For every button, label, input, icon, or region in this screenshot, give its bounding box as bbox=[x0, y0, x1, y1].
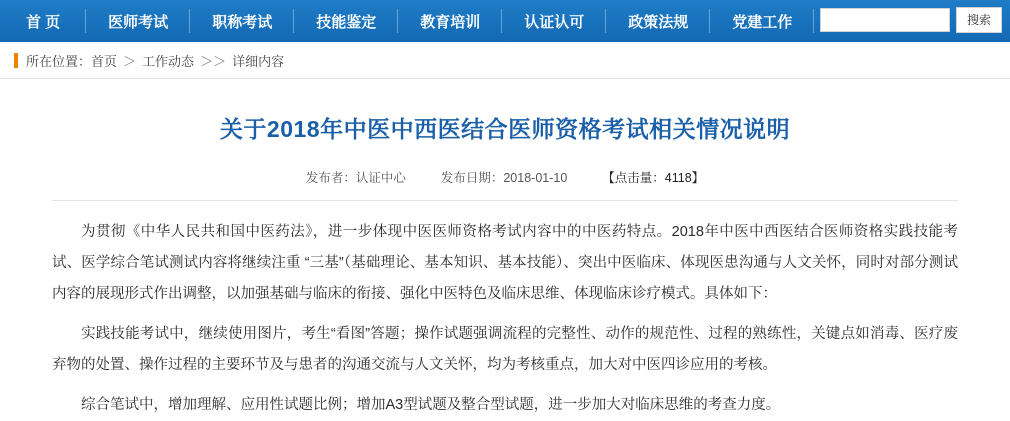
article-meta bbox=[52, 168, 958, 201]
publish-date-value: 2018-01-10 bbox=[503, 171, 568, 185]
article-body bbox=[52, 217, 958, 421]
breadcrumb-link-home[interactable]: 首页 bbox=[91, 53, 118, 69]
breadcrumb-separator-1: ＞ bbox=[123, 53, 137, 69]
publisher-value: 认证中心 bbox=[355, 171, 406, 185]
publish-date-label: 发布日期： bbox=[440, 171, 504, 185]
article-paragraph: 为贯彻《中华人民共和国中医药法》，进一步体现中医医师资格考试内容中的中医药特点。2018年中医中西医结合医师资格实践技能考试、医学综合笔试测试内容将继续注重 “三基”（基础理论、基本知识、基本技能）、突出中医临床、体现医患沟通与人文关怀，同时对部分测试内容的展现形式作出调整，以加强基础与临床的衔接、强化中医特色及临床思维、体现临床诊疗模式。具体如下： bbox=[52, 224, 958, 302]
nav-item-physician-exam[interactable]: 医师考试 bbox=[86, 0, 190, 42]
breadcrumb bbox=[0, 42, 1010, 79]
top-navbar bbox=[0, 0, 1010, 42]
breadcrumb-link-section[interactable]: 工作动态 bbox=[142, 53, 195, 69]
hit-count: 【点击量：4118】 bbox=[602, 171, 705, 185]
nav-item-policy-regulations[interactable]: 政策法规 bbox=[606, 0, 710, 42]
publisher-label: 发布者： bbox=[305, 171, 356, 185]
breadcrumb-text bbox=[26, 51, 284, 70]
article-paragraph: 综合笔试中，增加理解、应用性试题比例；增加A3型试题及整合型试题，进一步加大对临床思维的考查力度。 bbox=[81, 397, 781, 413]
nav-item-title-exam[interactable]: 职称考试 bbox=[190, 0, 294, 42]
nav-item-certification[interactable]: 认证认可 bbox=[502, 0, 606, 42]
nav-item-education-training[interactable]: 教育培训 bbox=[398, 0, 502, 42]
breadcrumb-separator-2: ＞＞ bbox=[200, 53, 227, 69]
page-title: 关于2018年中医中西医结合医师资格考试相关情况说明 bbox=[219, 116, 791, 142]
search-input[interactable] bbox=[820, 8, 950, 32]
breadcrumb-marker-icon bbox=[14, 53, 18, 68]
nav-item-party-work[interactable]: 党建工作 bbox=[710, 0, 814, 42]
nav-item-home[interactable]: 首 页 bbox=[0, 0, 86, 42]
breadcrumb-prefix: 所在位置： bbox=[26, 53, 92, 69]
search-area bbox=[820, 7, 1002, 33]
nav-item-skill-appraisal[interactable]: 技能鉴定 bbox=[294, 0, 398, 42]
search-button[interactable]: 搜索 bbox=[956, 7, 1002, 33]
breadcrumb-current: 详细内容 bbox=[232, 53, 285, 69]
article-content bbox=[0, 111, 1010, 421]
article-paragraph: 实践技能考试中，继续使用图片，考生“看图”答题；操作试题强调流程的完整性、动作的规范性、过程的熟练性，关键点如消毒、医疗废弃物的处置、操作过程的主要环节及与患者的沟通交流与人文关怀，均为考核重点，加大对中医四诊应用的考核。 bbox=[52, 326, 958, 373]
